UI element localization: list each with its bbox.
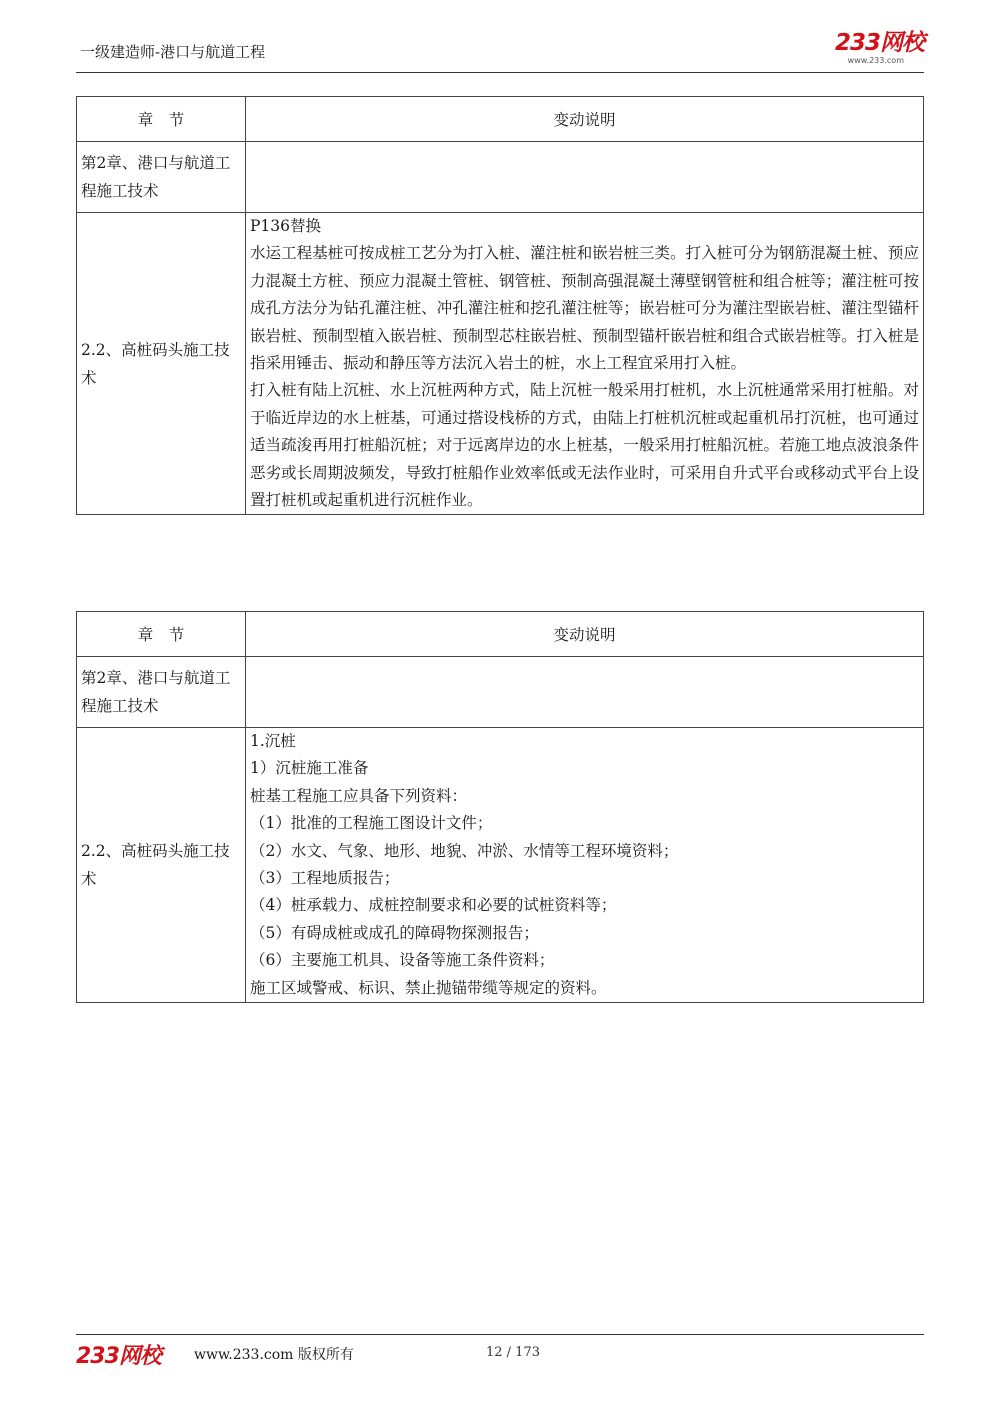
text-line: （2）水文、气象、地形、地貌、冲淤、水情等工程环境资料； xyxy=(250,841,679,860)
text-line: （5）有碍成桩或成孔的障碍物探测报告； xyxy=(250,923,539,942)
footer-copyright: www.233.com 版权所有 xyxy=(194,1347,354,1363)
logo-url: www.233.com xyxy=(847,56,904,65)
text-line: 1.沉桩 xyxy=(250,732,296,750)
page-footer xyxy=(76,1334,924,1369)
section-row xyxy=(77,728,924,1003)
chapter-cell: 第2章、港口与航道工程施工技术 xyxy=(77,657,246,728)
table-header-row xyxy=(77,97,924,142)
chapter-empty-cell xyxy=(246,657,924,728)
table-header-row xyxy=(77,612,924,657)
text-line: （6）主要施工机具、设备等施工条件资料； xyxy=(250,951,555,970)
page-header xyxy=(76,30,924,73)
text-line: 施工区域警戒、标识、禁止抛锚带缆等规定的资料。 xyxy=(250,978,607,997)
footer-logo: 233网校 xyxy=(76,1344,161,1369)
section-cell: 2.2、高桩码头施工技术 xyxy=(77,213,246,515)
chapter-row xyxy=(77,142,924,213)
text-paragraph: 水运工程基桩可按成桩工艺分为打入桩、灌注桩和嵌岩桩三类。打入桩可分为钢筋混凝土桩、预应力混凝土方桩、预应力混凝土管桩、钢管桩、预制高强混凝土薄壁钢管桩和组合桩等；灌注桩可按成孔方法分为钻孔灌注桩、冲孔灌注桩和挖孔灌注桩等；嵌岩桩可分为灌注型嵌岩桩、灌注型锚杆嵌岩桩、预制型植入嵌岩桩、预制型芯柱嵌岩桩、预制型锚杆嵌岩桩和组合式嵌岩桩等。打入桩是指采用锤击、振动和静压等方法沉入岩土的桩，水上工程宜采用打入桩。 xyxy=(250,244,919,373)
change-table-1 xyxy=(76,96,924,515)
change-description xyxy=(246,213,924,515)
chapter-empty-cell xyxy=(246,142,924,213)
logo-text: 233网校 xyxy=(834,30,924,56)
text-line: （3）工程地质报告； xyxy=(250,869,400,888)
text-line: P136替换 xyxy=(250,217,322,235)
section-cell: 2.2、高桩码头施工技术 xyxy=(77,728,246,1003)
text-line: （1）批准的工程施工图设计文件； xyxy=(250,814,493,833)
text-line: 桩基工程施工应具备下列资料： xyxy=(250,786,468,805)
header-change: 变动说明 xyxy=(246,97,924,142)
chapter-row xyxy=(77,657,924,728)
document-title: 一级建造师-港口与航道工程 xyxy=(80,43,266,61)
text-line: （4）桩承载力、成桩控制要求和必要的试桩资料等； xyxy=(250,896,617,915)
change-description xyxy=(246,728,924,1003)
brand-logo xyxy=(784,30,924,66)
page-number: 12 / 173 xyxy=(486,1345,540,1360)
section-row xyxy=(77,213,924,515)
chapter-cell: 第2章、港口与航道工程施工技术 xyxy=(77,142,246,213)
header-chapter: 章 节 xyxy=(77,612,246,657)
header-change: 变动说明 xyxy=(246,612,924,657)
header-chapter: 章 节 xyxy=(77,97,246,142)
text-line: 1）沉桩施工准备 xyxy=(250,759,369,778)
change-table-2 xyxy=(76,611,924,1003)
text-paragraph: 打入桩有陆上沉桩、水上沉桩两种方式，陆上沉桩一般采用打桩机，水上沉桩通常采用打桩船。对于临近岸边的水上桩基，可通过搭设栈桥的方式，由陆上打桩机沉桩或起重机吊打沉桩，也可通过适当疏浚再用打桩船沉桩；对于远离岸边的水上桩基，一般采用打桩船沉桩。若施工地点波浪条件恶劣或长周期波频发，导致打桩船作业效率低或无法作业时，可采用自升式平台或移动式平台上设置打桩机或起重机进行沉桩作业。 xyxy=(250,381,919,510)
